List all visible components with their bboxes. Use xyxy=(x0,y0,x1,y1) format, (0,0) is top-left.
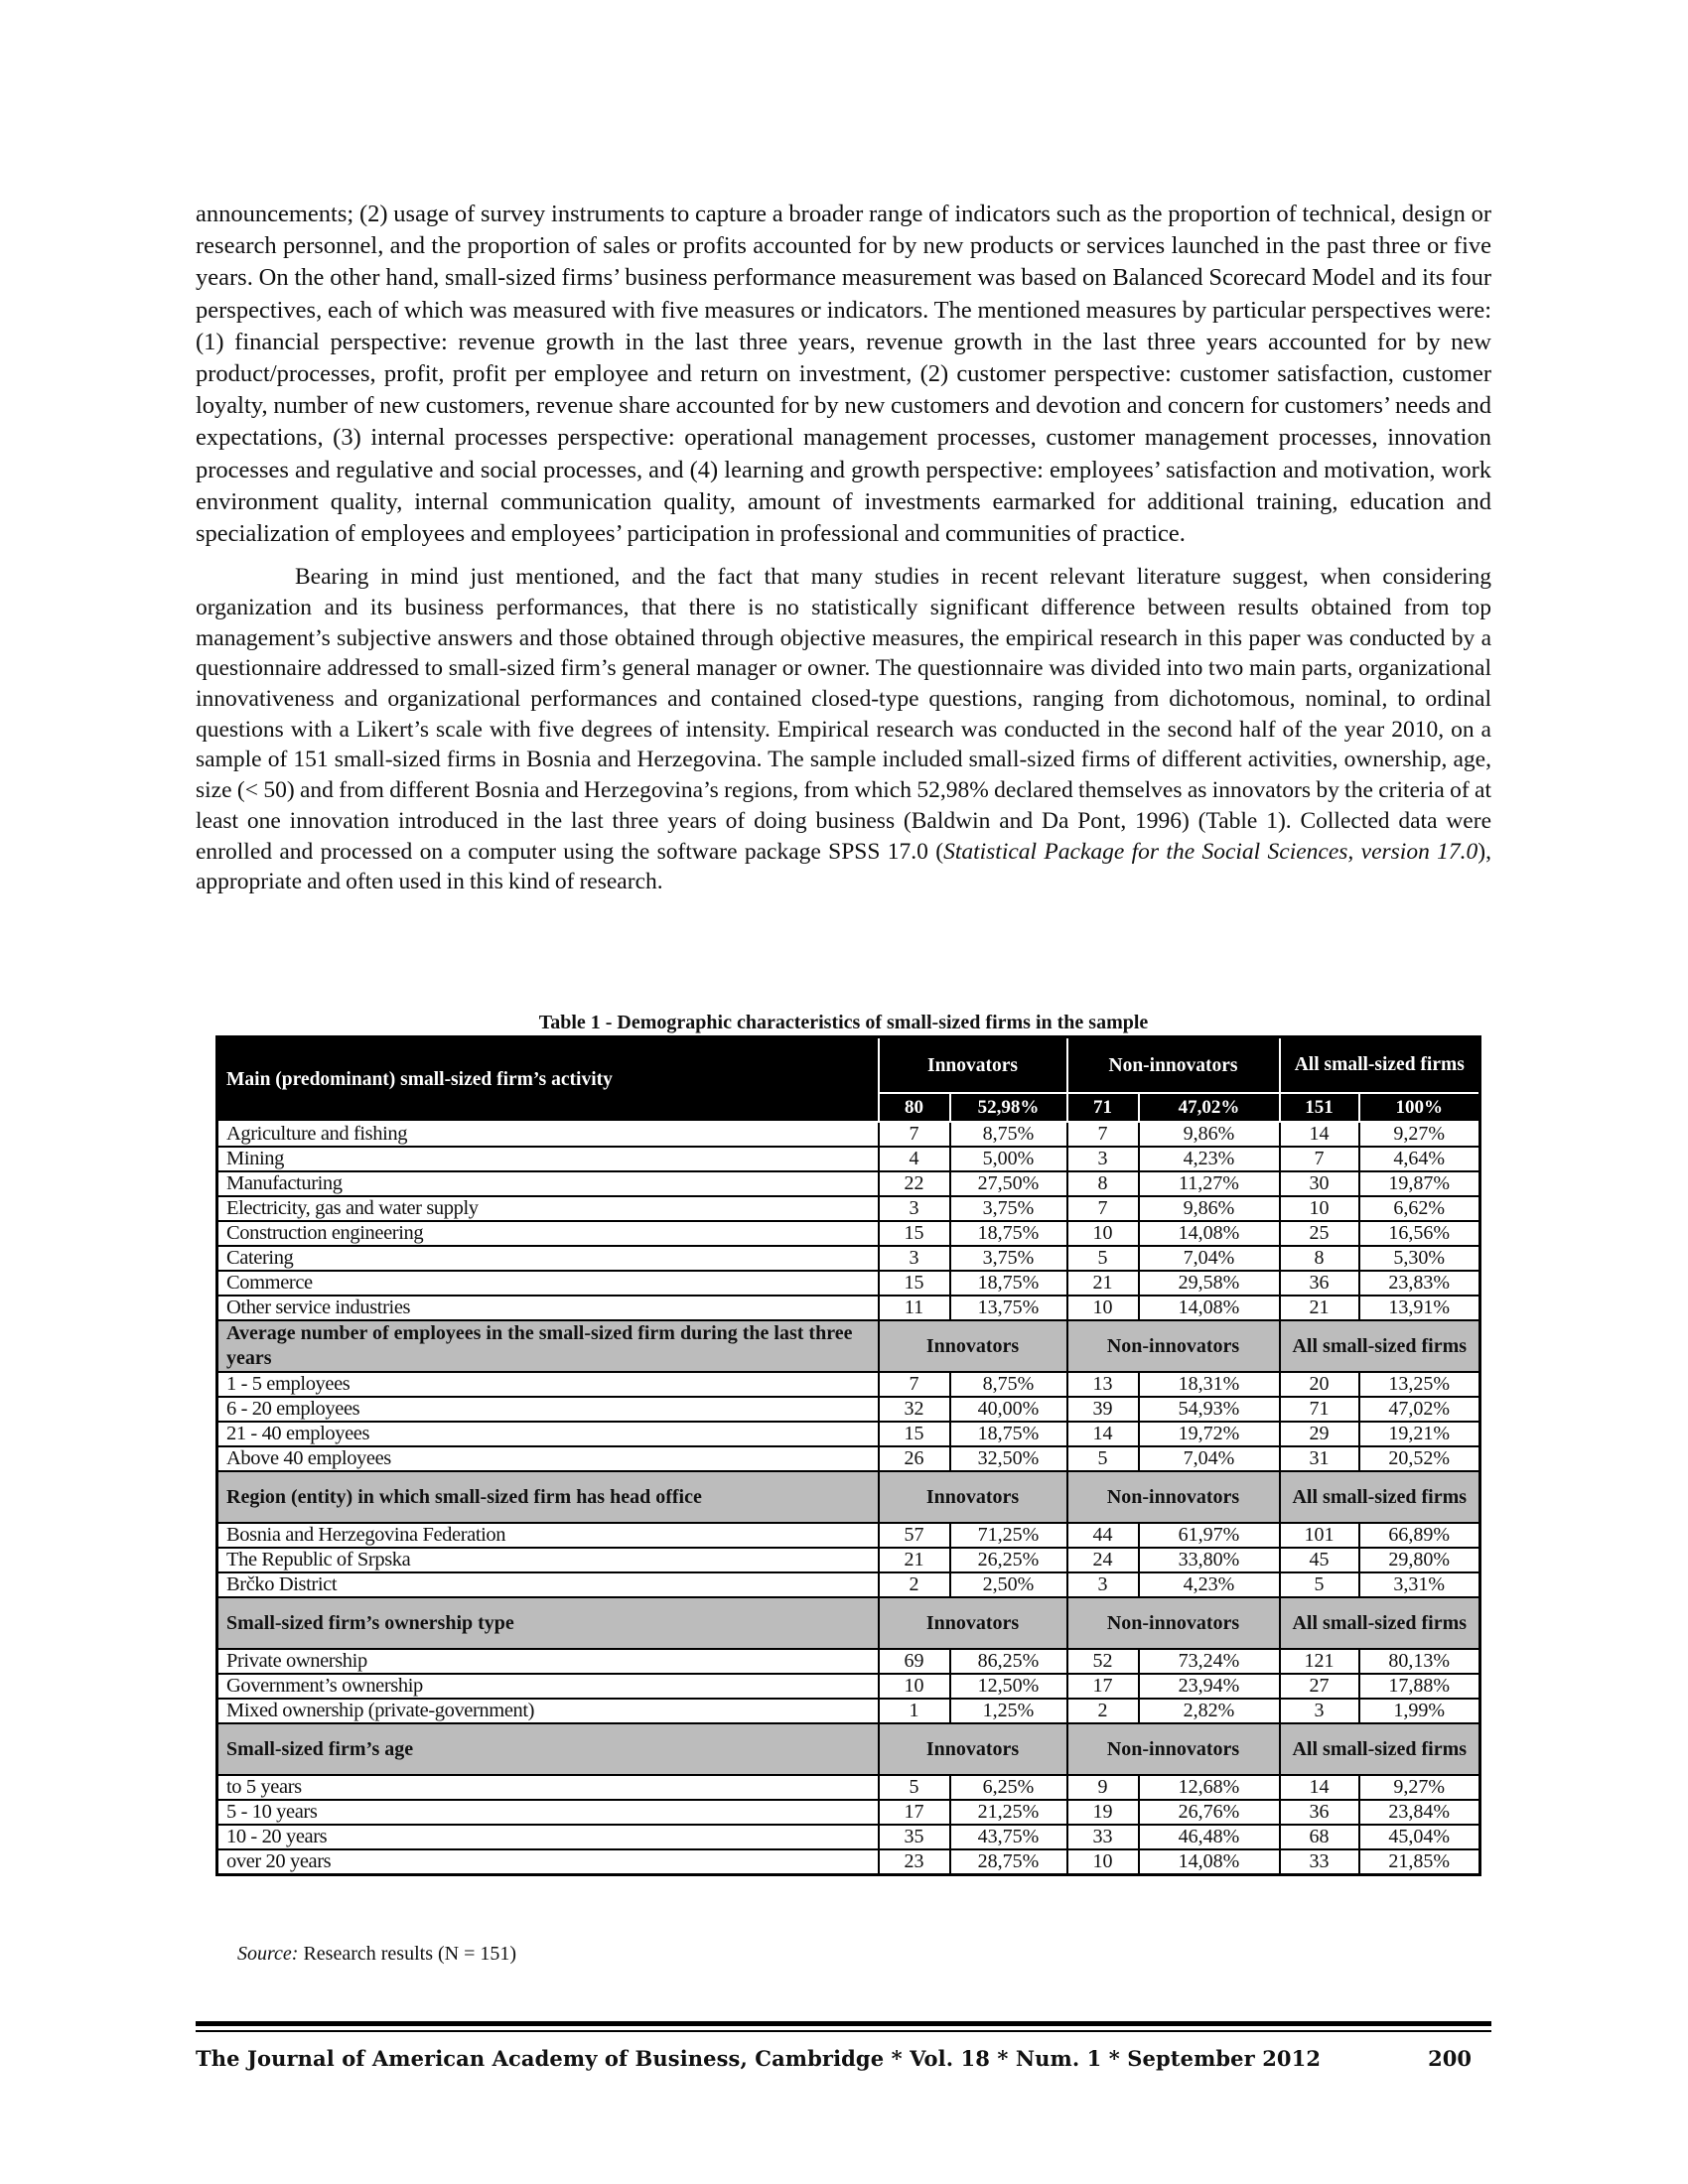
row-label: Other service industries xyxy=(217,1296,879,1320)
row-label: Private ownership xyxy=(217,1649,879,1674)
value-cell: 9,86% xyxy=(1139,1122,1280,1147)
journal-citation: The Journal of American Academy of Business, Cambridge * Vol. 18 * Num. 1 * September 2012 xyxy=(196,2046,1322,2071)
table-row xyxy=(217,1572,1480,1597)
non-innovators-header: Non-innovators xyxy=(1067,1723,1280,1775)
value-cell: 6,62% xyxy=(1359,1196,1480,1221)
value-cell: 23,94% xyxy=(1139,1674,1280,1699)
value-cell: 33 xyxy=(1280,1849,1359,1875)
value-cell: 14,08% xyxy=(1139,1849,1280,1875)
value-cell: 24 xyxy=(1067,1548,1139,1572)
row-label: Manufacturing xyxy=(217,1171,879,1196)
row-label: over 20 years xyxy=(217,1849,879,1875)
footer-rule xyxy=(196,2021,1491,2026)
value-cell: 11 xyxy=(879,1296,950,1320)
value-cell: 7 xyxy=(1067,1196,1139,1221)
source-label: Source: xyxy=(237,1943,299,1965)
value-cell: 22 xyxy=(879,1171,950,1196)
table-row xyxy=(217,1825,1480,1849)
value-cell: 32,50% xyxy=(950,1446,1067,1471)
all-firms-header: All small-sized firms xyxy=(1280,1471,1480,1523)
value-cell: 2 xyxy=(879,1572,950,1597)
row-label: 21 - 40 employees xyxy=(217,1422,879,1446)
total-cell: 151 xyxy=(1280,1093,1359,1122)
value-cell: 40,00% xyxy=(950,1397,1067,1422)
value-cell: 52 xyxy=(1067,1649,1139,1674)
value-cell: 10 xyxy=(1067,1296,1139,1320)
value-cell: 54,93% xyxy=(1139,1397,1280,1422)
value-cell: 71 xyxy=(1280,1397,1359,1422)
value-cell: 101 xyxy=(1280,1523,1359,1548)
row-label: 6 - 20 employees xyxy=(217,1397,879,1422)
row-label: The Republic of Srpska xyxy=(217,1548,879,1572)
value-cell: 69 xyxy=(879,1649,950,1674)
value-cell: 36 xyxy=(1280,1800,1359,1825)
body-paragraph-2 xyxy=(196,562,1491,897)
value-cell: 26 xyxy=(879,1446,950,1471)
table-row xyxy=(217,1147,1480,1171)
section-title: Region (entity) in which small-sized firm has head office xyxy=(217,1471,879,1523)
row-label: Brčko District xyxy=(217,1572,879,1597)
total-cell: 71 xyxy=(1067,1093,1139,1122)
section-title: Main (predominant) small-sized firm’s activity xyxy=(217,1037,879,1123)
value-cell: 27,50% xyxy=(950,1171,1067,1196)
value-cell: 14,08% xyxy=(1139,1296,1280,1320)
value-cell: 8 xyxy=(1280,1246,1359,1271)
value-cell: 29 xyxy=(1280,1422,1359,1446)
value-cell: 13,75% xyxy=(950,1296,1067,1320)
value-cell: 20 xyxy=(1280,1372,1359,1397)
value-cell: 12,50% xyxy=(950,1674,1067,1699)
table-body xyxy=(217,1037,1480,1875)
value-cell: 3 xyxy=(879,1196,950,1221)
value-cell: 16,56% xyxy=(1359,1221,1480,1246)
value-cell: 21 xyxy=(1280,1296,1359,1320)
value-cell: 31 xyxy=(1280,1446,1359,1471)
value-cell: 5,00% xyxy=(950,1147,1067,1171)
value-cell: 9 xyxy=(1067,1775,1139,1800)
table-row xyxy=(217,1548,1480,1572)
value-cell: 20,52% xyxy=(1359,1446,1480,1471)
table-title: Table 1 - Demographic characteristics of small-sized firms in the sample xyxy=(538,1012,1149,1033)
body-paragraph-2-end: ), appropriate and often used in this kind of research. xyxy=(196,838,1491,895)
value-cell: 3 xyxy=(1067,1572,1139,1597)
table-row xyxy=(217,1221,1480,1246)
value-cell: 35 xyxy=(879,1825,950,1849)
value-cell: 5 xyxy=(1280,1572,1359,1597)
source-text: Research results (N = 151) xyxy=(298,1943,517,1965)
demographics-table xyxy=(215,1035,1481,1876)
value-cell: 8,75% xyxy=(950,1372,1067,1397)
value-cell: 43,75% xyxy=(950,1825,1067,1849)
value-cell: 18,75% xyxy=(950,1271,1067,1296)
value-cell: 14 xyxy=(1067,1422,1139,1446)
value-cell: 14 xyxy=(1280,1122,1359,1147)
section-title: Average number of employees in the small-sized firm during the last three years xyxy=(217,1320,879,1372)
value-cell: 26,25% xyxy=(950,1548,1067,1572)
table-source xyxy=(237,1942,516,1966)
all-firms-header: All small-sized firms xyxy=(1280,1723,1480,1775)
value-cell: 1,99% xyxy=(1359,1699,1480,1723)
value-cell: 2,82% xyxy=(1139,1699,1280,1723)
value-cell: 12,68% xyxy=(1139,1775,1280,1800)
value-cell: 9,86% xyxy=(1139,1196,1280,1221)
value-cell: 5 xyxy=(879,1775,950,1800)
innovators-header: Innovators xyxy=(879,1597,1067,1649)
section-title: Small-sized firm’s age xyxy=(217,1723,879,1775)
value-cell: 7,04% xyxy=(1139,1446,1280,1471)
non-innovators-header: Non-innovators xyxy=(1067,1320,1280,1372)
value-cell: 4,23% xyxy=(1139,1147,1280,1171)
total-cell: 52,98% xyxy=(950,1093,1067,1122)
value-cell: 33 xyxy=(1067,1825,1139,1849)
value-cell: 18,75% xyxy=(950,1221,1067,1246)
value-cell: 33,80% xyxy=(1139,1548,1280,1572)
row-label: Bosnia and Herzegovina Federation xyxy=(217,1523,879,1548)
value-cell: 21,25% xyxy=(950,1800,1067,1825)
value-cell: 21 xyxy=(879,1548,950,1572)
value-cell: 21,85% xyxy=(1359,1849,1480,1875)
value-cell: 17,88% xyxy=(1359,1674,1480,1699)
value-cell: 23,84% xyxy=(1359,1800,1480,1825)
row-label: Catering xyxy=(217,1246,879,1271)
row-label: Above 40 employees xyxy=(217,1446,879,1471)
value-cell: 19,21% xyxy=(1359,1422,1480,1446)
value-cell: 121 xyxy=(1280,1649,1359,1674)
row-label: 1 - 5 employees xyxy=(217,1372,879,1397)
table-row xyxy=(217,1372,1480,1397)
value-cell: 28,75% xyxy=(950,1849,1067,1875)
value-cell: 29,58% xyxy=(1139,1271,1280,1296)
section-header-row xyxy=(217,1471,1480,1523)
value-cell: 4 xyxy=(879,1147,950,1171)
value-cell: 10 xyxy=(1067,1221,1139,1246)
value-cell: 36 xyxy=(1280,1271,1359,1296)
value-cell: 73,24% xyxy=(1139,1649,1280,1674)
table-row xyxy=(217,1171,1480,1196)
value-cell: 7 xyxy=(879,1122,950,1147)
value-cell: 5 xyxy=(1067,1246,1139,1271)
value-cell: 15 xyxy=(879,1422,950,1446)
value-cell: 25 xyxy=(1280,1221,1359,1246)
value-cell: 3 xyxy=(1067,1147,1139,1171)
value-cell: 14 xyxy=(1280,1775,1359,1800)
value-cell: 19,72% xyxy=(1139,1422,1280,1446)
section-title: Small-sized firm’s ownership type xyxy=(217,1597,879,1649)
value-cell: 17 xyxy=(1067,1674,1139,1699)
section-header-row xyxy=(217,1723,1480,1775)
footer-rule-thin xyxy=(196,2030,1491,2032)
value-cell: 21 xyxy=(1067,1271,1139,1296)
section-header-row xyxy=(217,1037,1480,1094)
value-cell: 30 xyxy=(1280,1171,1359,1196)
value-cell: 3,75% xyxy=(950,1196,1067,1221)
all-firms-header: All small-sized firms xyxy=(1280,1320,1480,1372)
value-cell: 3,75% xyxy=(950,1246,1067,1271)
value-cell: 5 xyxy=(1067,1446,1139,1471)
value-cell: 18,31% xyxy=(1139,1372,1280,1397)
table-row xyxy=(217,1296,1480,1320)
table-row xyxy=(217,1271,1480,1296)
value-cell: 7,04% xyxy=(1139,1246,1280,1271)
row-label: Electricity, gas and water supply xyxy=(217,1196,879,1221)
value-cell: 7 xyxy=(1280,1147,1359,1171)
all-firms-header: All small-sized firms xyxy=(1280,1037,1480,1094)
table-row xyxy=(217,1446,1480,1471)
row-label: Commerce xyxy=(217,1271,879,1296)
value-cell: 32 xyxy=(879,1397,950,1422)
value-cell: 5,30% xyxy=(1359,1246,1480,1271)
table-row xyxy=(217,1246,1480,1271)
value-cell: 2,50% xyxy=(950,1572,1067,1597)
non-innovators-header: Non-innovators xyxy=(1067,1597,1280,1649)
total-cell: 47,02% xyxy=(1139,1093,1280,1122)
spss-full-name: Statistical Package for the Social Sciences, version 17.0 xyxy=(943,838,1478,865)
value-cell: 8 xyxy=(1067,1171,1139,1196)
value-cell: 66,89% xyxy=(1359,1523,1480,1548)
row-label: Mining xyxy=(217,1147,879,1171)
table-container xyxy=(215,1035,1478,1876)
innovators-header: Innovators xyxy=(879,1037,1067,1094)
value-cell: 29,80% xyxy=(1359,1548,1480,1572)
value-cell: 7 xyxy=(879,1372,950,1397)
page-number: 200 xyxy=(1428,2046,1472,2071)
value-cell: 86,25% xyxy=(950,1649,1067,1674)
table-row xyxy=(217,1674,1480,1699)
value-cell: 71,25% xyxy=(950,1523,1067,1548)
table-row xyxy=(217,1775,1480,1800)
page-content xyxy=(196,199,1491,1965)
value-cell: 23,83% xyxy=(1359,1271,1480,1296)
table-row xyxy=(217,1849,1480,1875)
body-paragraph-2-text: Bearing in mind just mentioned, and the fact that many studies in recent relevant literature suggest, when considering organization and its business performances, that there is no statistically significant difference between results obtained from top management’s subjective answers and those obtained through objective measures, the empirical research in this paper was conducted by a questionnaire addressed to small-sized firm’s general manager or owner. The questionnaire was divided into two main parts, organizational innovativeness and organizational performances and contained closed-type questions, ranging from dichotomous, nominal, to ordinal questions with a Likert’s scale with five degrees of intensity. Empirical research was conducted in the second half of the year 2010, on a sample of 151 small-sized firms in Bosnia and Herzegovina. The sample included small-sized firms of different activities, ownership, age, size (< 50) and from different Bosnia and Herzegovina’s regions, from which 52,98% declared themselves as innovators by the criteria of at least one innovation introduced in the last three years of doing business (Baldwin and Da Pont, 1996) (Table 1). Collected data were enrolled and processed on a computer using the software package SPSS 17.0 ( xyxy=(196,564,1491,865)
table-row xyxy=(217,1649,1480,1674)
value-cell: 61,97% xyxy=(1139,1523,1280,1548)
section-header-row xyxy=(217,1597,1480,1649)
value-cell: 80,13% xyxy=(1359,1649,1480,1674)
value-cell: 2 xyxy=(1067,1699,1139,1723)
value-cell: 27 xyxy=(1280,1674,1359,1699)
non-innovators-header: Non-innovators xyxy=(1067,1471,1280,1523)
value-cell: 18,75% xyxy=(950,1422,1067,1446)
value-cell: 8,75% xyxy=(950,1122,1067,1147)
innovators-header: Innovators xyxy=(879,1471,1067,1523)
innovators-header: Innovators xyxy=(879,1320,1067,1372)
value-cell: 10 xyxy=(1280,1196,1359,1221)
value-cell: 19 xyxy=(1067,1800,1139,1825)
value-cell: 26,76% xyxy=(1139,1800,1280,1825)
row-label: Agriculture and fishing xyxy=(217,1122,879,1147)
value-cell: 19,87% xyxy=(1359,1171,1480,1196)
table-row xyxy=(217,1699,1480,1723)
row-label: 10 - 20 years xyxy=(217,1825,879,1849)
value-cell: 39 xyxy=(1067,1397,1139,1422)
table-row xyxy=(217,1122,1480,1147)
value-cell: 13,91% xyxy=(1359,1296,1480,1320)
value-cell: 45,04% xyxy=(1359,1825,1480,1849)
value-cell: 10 xyxy=(1067,1849,1139,1875)
value-cell: 46,48% xyxy=(1139,1825,1280,1849)
table-row xyxy=(217,1800,1480,1825)
value-cell: 1 xyxy=(879,1699,950,1723)
value-cell: 11,27% xyxy=(1139,1171,1280,1196)
value-cell: 68 xyxy=(1280,1825,1359,1849)
value-cell: 1,25% xyxy=(950,1699,1067,1723)
row-label: 5 - 10 years xyxy=(217,1800,879,1825)
value-cell: 14,08% xyxy=(1139,1221,1280,1246)
value-cell: 44 xyxy=(1067,1523,1139,1548)
all-firms-header: All small-sized firms xyxy=(1280,1597,1480,1649)
section-header-row xyxy=(217,1320,1480,1372)
value-cell: 13 xyxy=(1067,1372,1139,1397)
row-label: Mixed ownership (private-government) xyxy=(217,1699,879,1723)
value-cell: 3 xyxy=(1280,1699,1359,1723)
value-cell: 3,31% xyxy=(1359,1572,1480,1597)
value-cell: 15 xyxy=(879,1271,950,1296)
value-cell: 45 xyxy=(1280,1548,1359,1572)
table-row xyxy=(217,1397,1480,1422)
value-cell: 17 xyxy=(879,1800,950,1825)
value-cell: 9,27% xyxy=(1359,1775,1480,1800)
value-cell: 4,23% xyxy=(1139,1572,1280,1597)
table-row xyxy=(217,1422,1480,1446)
table-row xyxy=(217,1523,1480,1548)
value-cell: 47,02% xyxy=(1359,1397,1480,1422)
value-cell: 6,25% xyxy=(950,1775,1067,1800)
row-label: Construction engineering xyxy=(217,1221,879,1246)
value-cell: 7 xyxy=(1067,1122,1139,1147)
value-cell: 23 xyxy=(879,1849,950,1875)
innovators-header: Innovators xyxy=(879,1723,1067,1775)
value-cell: 57 xyxy=(879,1523,950,1548)
total-cell: 80 xyxy=(879,1093,950,1122)
body-paragraph-1: announcements; (2) usage of survey instruments to capture a broader range of indicators such as the proportion of technical, design or research personnel, and the proportion of sales or profits accounted for by new products or services launched in the past three or five years. On the other hand, small-sized firms’ business performance measurement was based on Balanced Scorecard Model and its four perspectives, each of which was measured with five measures or indicators. The mentioned measures by particular perspectives were: (1) financial perspective: revenue growth in the last three years, revenue growth in the last three years accounted for by new product/processes, profit, profit per employee and return on investment, (2) customer perspective: customer satisfaction, customer loyalty, number of new customers, revenue share accounted for by new customers and devotion and concern for customers’ needs and expectations, (3) internal processes perspective: operational management processes, customer management processes, innovation processes and regulative and social processes, and (4) learning and growth perspective: employees’ satisfaction and motivation, work environment quality, internal communication quality, amount of investments earmarked for additional training, education and specialization of employees and employees’ participation in professional and communities of practice. xyxy=(196,201,1491,548)
row-label: Government’s ownership xyxy=(217,1674,879,1699)
row-label: to 5 years xyxy=(217,1775,879,1800)
value-cell: 4,64% xyxy=(1359,1147,1480,1171)
non-innovators-header: Non-innovators xyxy=(1067,1037,1280,1094)
total-cell: 100% xyxy=(1359,1093,1480,1122)
value-cell: 3 xyxy=(879,1246,950,1271)
value-cell: 10 xyxy=(879,1674,950,1699)
value-cell: 9,27% xyxy=(1359,1122,1480,1147)
table-row xyxy=(217,1196,1480,1221)
value-cell: 15 xyxy=(879,1221,950,1246)
value-cell: 13,25% xyxy=(1359,1372,1480,1397)
